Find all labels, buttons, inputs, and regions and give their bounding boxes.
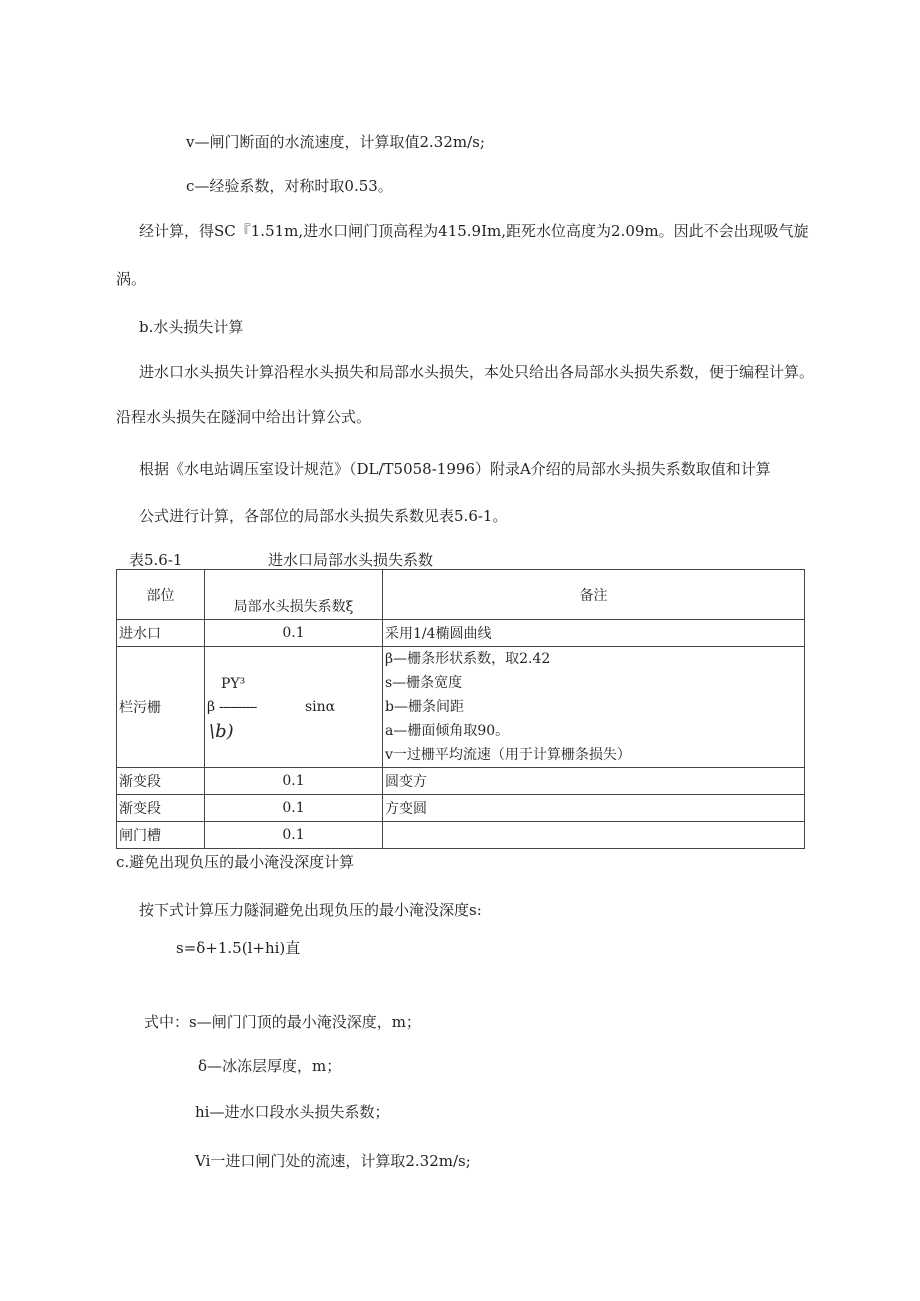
cell-part: 渐变段	[117, 795, 205, 822]
header-coef: 局部水头损失系数ξ	[205, 570, 383, 620]
def-hi: hi—进水口段水头损失系数；	[195, 1103, 390, 1121]
paragraph-code-reference-cont: 公式进行计算，各部位的局部水头损失系数见表5.6-1。	[139, 507, 508, 525]
formula-fraction-bar: ----------	[219, 699, 257, 715]
paragraph-head-loss-intro: 进水口水头损失计算沿程水头损失和局部水头损失，本处只给出各局部水头损失系数，便于编程计算。	[139, 363, 815, 381]
cell-note: 圆变方	[383, 768, 805, 795]
paragraph-where: 式中：s—闸门门顶的最小淹没深度，m；	[144, 1013, 421, 1031]
heading-min-submergence: c.避免出现负压的最小淹没深度计算	[116, 853, 355, 871]
paragraph-velocity-def: v—闸门断面的水流速度，计算取值2.32m/s;	[186, 133, 485, 151]
table-row-trash-rack	[117, 647, 805, 768]
def-vi: Vi一进口闸门处的流速，计算取2.32m/s;	[195, 1152, 471, 1170]
table-row	[117, 768, 805, 795]
table-number: 表5.6-1	[129, 551, 183, 569]
header-note: 备注	[383, 570, 805, 620]
note-a: a—栅面倾角取90。	[385, 723, 510, 739]
cell-part: 栏污栅	[117, 647, 205, 768]
cell-notes	[383, 647, 805, 768]
formula-bottom: \b)	[209, 721, 234, 742]
formula-sin: sinα	[305, 699, 336, 715]
table-header-row	[117, 570, 805, 620]
table-row	[117, 620, 805, 647]
paragraph-min-submergence-intro: 按下式计算压力隧洞避免出现负压的最小淹没深度s:	[139, 901, 482, 919]
note-b: b—栅条间距	[385, 699, 464, 715]
cell-note: 采用1/4椭圆曲线	[383, 620, 805, 647]
cell-note	[383, 822, 805, 849]
cell-formula	[205, 647, 383, 768]
cell-coef: 0.1	[205, 795, 383, 822]
table-title: 进水口局部水头损失系数	[268, 551, 434, 569]
note-v: v一过栅平均流速（用于计算栅条损失）	[385, 747, 631, 763]
cell-coef: 0.1	[205, 768, 383, 795]
table-row	[117, 795, 805, 822]
cell-coef: 0.1	[205, 620, 383, 647]
cell-part: 进水口	[117, 620, 205, 647]
note-beta: β—栅条形状系数，取2.42	[385, 651, 551, 667]
note-s: s—栅条宽度	[385, 675, 463, 691]
cell-part: 渐变段	[117, 768, 205, 795]
cell-part: 闸门槽	[117, 822, 205, 849]
paragraph-calc-result-cont: 涡。	[116, 270, 147, 288]
paragraph-calc-result: 经计算，得SC『1.51m,进水口闸门顶高程为415.9Im,距死水位高度为2.09m。因此不会出现吸气旋	[139, 222, 809, 240]
paragraph-coef-def: c—经验系数，对称时取0.53。	[186, 177, 393, 195]
header-part: 部位	[117, 570, 205, 620]
paragraph-head-loss-intro-cont: 沿程水头损失在隧洞中给出计算公式。	[116, 408, 372, 426]
table-row	[117, 822, 805, 849]
formula-top: PY³	[221, 676, 246, 692]
formula-min-submergence: s=δ+1.5(l+hi)直	[176, 939, 301, 957]
def-delta: δ—冰冻层厚度，m；	[198, 1057, 342, 1075]
paragraph-code-reference: 根据《水电站调压室设计规范》（DL/T5058-1996）附录A介绍的局部水头损失系数取值和计算	[139, 460, 771, 478]
head-loss-coefficient-table	[116, 569, 805, 849]
cell-coef: 0.1	[205, 822, 383, 849]
formula-beta: β	[207, 699, 216, 715]
heading-head-loss: b.水头损失计算	[139, 318, 244, 336]
cell-note: 方变圆	[383, 795, 805, 822]
